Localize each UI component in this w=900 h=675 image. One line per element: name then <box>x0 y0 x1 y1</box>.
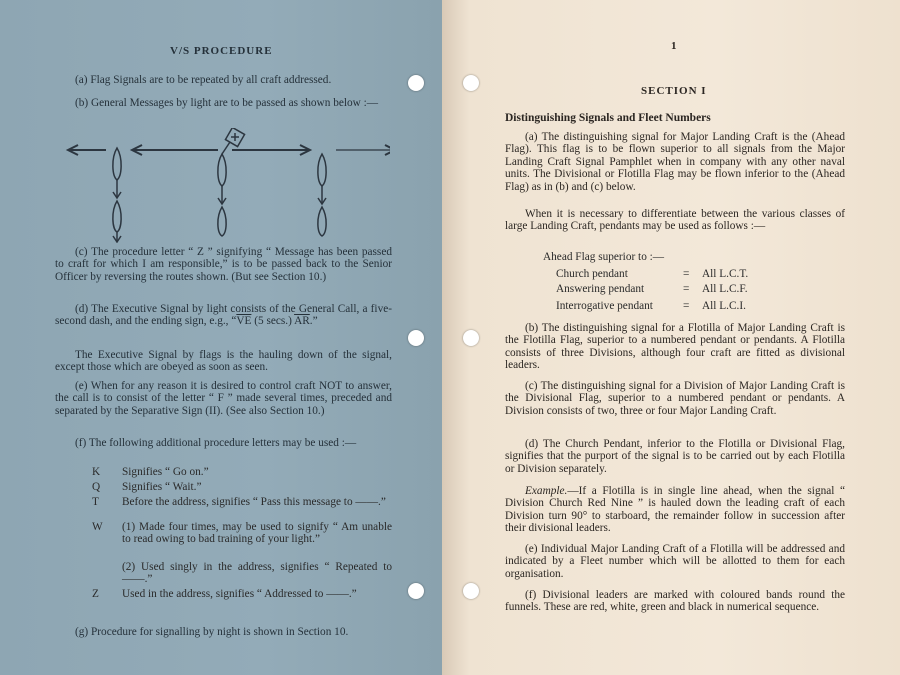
page-title: V/S PROCEDURE <box>170 45 273 57</box>
ahead-flag-label: Ahead Flag superior to :— <box>543 251 665 263</box>
paragraph-pendants-intro: When it is necessary to differentiate between the various classes of large Landing Craft, pendants may be used as follows :— <box>505 208 845 233</box>
section-title: SECTION I <box>641 85 707 97</box>
signal-routing-diagram <box>60 128 390 243</box>
pendant-row <box>556 268 836 280</box>
ve-sign: $\overline{VE}$ <box>236 315 252 328</box>
section-heading: Distinguishing Signals and Fleet Numbers <box>505 112 711 124</box>
paragraph-b: (b) General Messages by light are to be passed as shown below :— <box>75 97 379 109</box>
letter: K <box>92 466 101 478</box>
binder-hole <box>463 583 479 599</box>
paragraph-b: (b) The distinguishing signal for a Flotilla of Major Landing Craft is the Flotilla Flag, superior to a numbered pendant or pendants. A Flotilla consists of three Divisions, although four craft are fitted as divisional leaders. <box>505 322 845 372</box>
binder-hole <box>408 583 424 599</box>
letter-meaning: Signifies “ Wait.” <box>122 481 202 493</box>
equals: = <box>683 283 690 295</box>
binder-hole <box>408 330 424 346</box>
letter-meaning: (2) Used singly in the address, signifies “ Repeated to ——.” <box>122 561 392 586</box>
letter: W <box>92 521 103 533</box>
letter-meaning: Before the address, signifies “ Pass this message to ——.” <box>122 496 386 508</box>
paragraph-a: (a) The distinguishing signal for Major Landing Craft is the (Ahead Flag). This flag is to be flown superior to all signals from the Major Landing Craft Signal Pamphlet when in company with any other naval units. The Divisional or Flotilla Flag may be flown inferior to the (Ahead Flag) as in (b) and (c) below. <box>505 131 845 193</box>
paragraph-example <box>505 485 845 535</box>
binder-hole <box>463 330 479 346</box>
page-number: 1 <box>671 40 678 52</box>
paragraph-d-text: (d) The Executive Signal by light consists of the General Call, a five-second dash, and the ending sign, e.g., “ <box>55 303 392 328</box>
letter: Q <box>92 481 101 493</box>
paragraph-d-text: (5 secs.) <box>251 315 295 328</box>
pendant-row <box>556 283 836 295</box>
paragraph-executive-flags: The Executive Signal by flags is the hauling down of the signal, except those which are obeyed as soon as seen. <box>55 349 392 374</box>
paragraph-a: (a) Flag Signals are to be repeated by all craft addressed. <box>75 74 332 86</box>
example-text: —If a Flotilla is in single line ahead, when the signal “ Division Church Red Nine ” is hauled down the leading craft of each Division turn 90° to starboard, the remainder follow in succession after their divisional leaders. <box>505 485 845 535</box>
paragraph-d: (d) The Church Pendant, inferior to the Flotilla or Divisional Flag, signifies that the purport of the signal is to be carried out by each Flotilla or Division separately. <box>505 438 845 475</box>
equals: = <box>683 300 690 312</box>
letter: T <box>92 496 99 508</box>
binder-hole <box>463 75 479 91</box>
example-label: Example. <box>525 485 568 497</box>
letter: Z <box>92 588 99 600</box>
pendant-row <box>556 300 836 312</box>
paragraph-e: (e) Individual Major Landing Craft of a Flotilla will be addressed and indicated by a Fleet number which will be allotted to them for each organisation. <box>505 543 845 580</box>
letter-meaning: Used in the address, signifies “ Addressed to ——.” <box>122 588 357 600</box>
paragraph-f: (f) The following additional procedure letters may be used :— <box>75 437 357 449</box>
paragraph-d-text: .” <box>309 315 318 328</box>
paragraph-c: (c) The distinguishing signal for a Division of Major Landing Craft is the Divisional Flag, superior to a numbered pendant or pendants. A Division consists of two, three or four Major Landing Craft. <box>505 380 845 417</box>
craft-class: All L.C.F. <box>702 283 748 295</box>
pendant-name: Answering pendant <box>556 283 645 295</box>
pendant-name: Church pendant <box>556 268 628 280</box>
letter-meaning: (1) Made four times, may be used to signify “ Am unable to read owing to bad training of your light.” <box>122 521 392 546</box>
ar-sign: $\overline{AR}$ <box>294 315 310 328</box>
paragraph-e: (e) When for any reason it is desired to control craft NOT to answer, the call is to consist of the letter “ F ” made several times, preceded and separated by the Separative Sign (II). (See also Section 10.) <box>55 380 392 417</box>
equals: = <box>683 268 690 280</box>
pendant-name: Interrogative pendant <box>556 300 653 312</box>
paragraph-d <box>55 303 392 328</box>
paragraph-g: (g) Procedure for signalling by night is shown in Section 10. <box>75 626 349 638</box>
craft-class: All L.C.I. <box>702 300 746 312</box>
binder-hole <box>408 75 424 91</box>
letter-meaning: Signifies “ Go on.” <box>122 466 209 478</box>
paragraph-f: (f) Divisional leaders are marked with coloured bands round the funnels. These are red, white, green and black in numerical sequence. <box>505 589 845 614</box>
paragraph-c: (c) The procedure letter “ Z ” signifying “ Message has been passed to craft for which I am responsible,” is to be passed back to the Senior Officer by reversing the routes shown. (But see Section 10.) <box>55 246 392 283</box>
craft-class: All L.C.T. <box>702 268 749 280</box>
